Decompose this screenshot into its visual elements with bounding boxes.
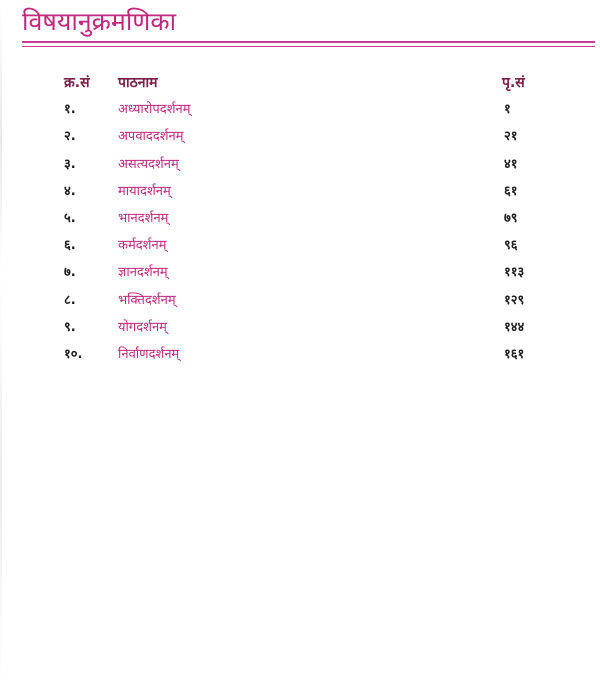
chapter-title[interactable]: ज्ञानदर्शनम् — [118, 265, 168, 281]
chapter-title[interactable]: भानदर्शनम् — [118, 210, 169, 226]
chapter-title[interactable]: मायादर्शनम् — [118, 183, 171, 199]
chapter-page: ६१ — [504, 183, 518, 199]
title-rule-bottom — [22, 46, 595, 47]
toc-row[interactable] — [0, 208, 600, 235]
chapter-number: १०. — [64, 346, 83, 362]
toc-row[interactable] — [0, 262, 600, 289]
toc-row[interactable] — [0, 126, 600, 153]
column-header-page: पृ.सं — [502, 75, 525, 91]
chapter-title[interactable]: असत्यदर्शनम् — [118, 156, 179, 172]
chapter-page: १६१ — [504, 346, 525, 362]
chapter-number: २. — [64, 129, 76, 145]
toc-row[interactable] — [0, 317, 600, 344]
toc-row[interactable] — [0, 344, 600, 371]
chapter-page: ४१ — [504, 156, 518, 172]
chapter-page: २१ — [504, 129, 518, 145]
chapter-title[interactable]: निर्वाणदर्शनम् — [118, 346, 180, 362]
chapter-title[interactable]: योगदर्शनम् — [118, 319, 167, 335]
toc-row[interactable] — [0, 290, 600, 317]
toc-row[interactable] — [0, 154, 600, 181]
chapter-page: १२९ — [504, 292, 525, 308]
chapter-number: ७. — [64, 265, 76, 281]
chapter-title[interactable]: कर्मदर्शनम् — [118, 238, 167, 254]
chapter-number: ८. — [64, 292, 76, 308]
chapter-page: १४४ — [504, 319, 525, 335]
toc-row[interactable] — [0, 181, 600, 208]
column-header-number: क्र.सं — [64, 75, 90, 91]
chapter-title[interactable]: भक्तिदर्शनम् — [118, 292, 176, 308]
column-header-chapter: पाठनाम — [118, 75, 158, 91]
chapter-number: ५. — [64, 210, 76, 226]
table-of-contents — [0, 72, 600, 371]
chapter-number: ३. — [64, 156, 76, 172]
chapter-title[interactable]: अपवाददर्शनम् — [118, 129, 184, 145]
toc-header-row — [0, 72, 600, 99]
toc-row[interactable] — [0, 235, 600, 262]
chapter-page: ७९ — [504, 210, 518, 226]
page-title: विषयानुक्रमणिका — [22, 7, 177, 36]
chapter-number: ९. — [64, 319, 76, 335]
chapter-number: ६. — [64, 238, 76, 254]
title-rule-top — [22, 41, 595, 43]
chapter-page: १ — [504, 102, 511, 118]
chapter-number: १. — [64, 102, 76, 118]
toc-row[interactable] — [0, 99, 600, 126]
chapter-title[interactable]: अध्यारोपदर्शनम् — [118, 102, 191, 118]
chapter-page: ९६ — [504, 238, 518, 254]
chapter-number: ४. — [64, 183, 76, 199]
chapter-page: ११३ — [504, 265, 525, 281]
